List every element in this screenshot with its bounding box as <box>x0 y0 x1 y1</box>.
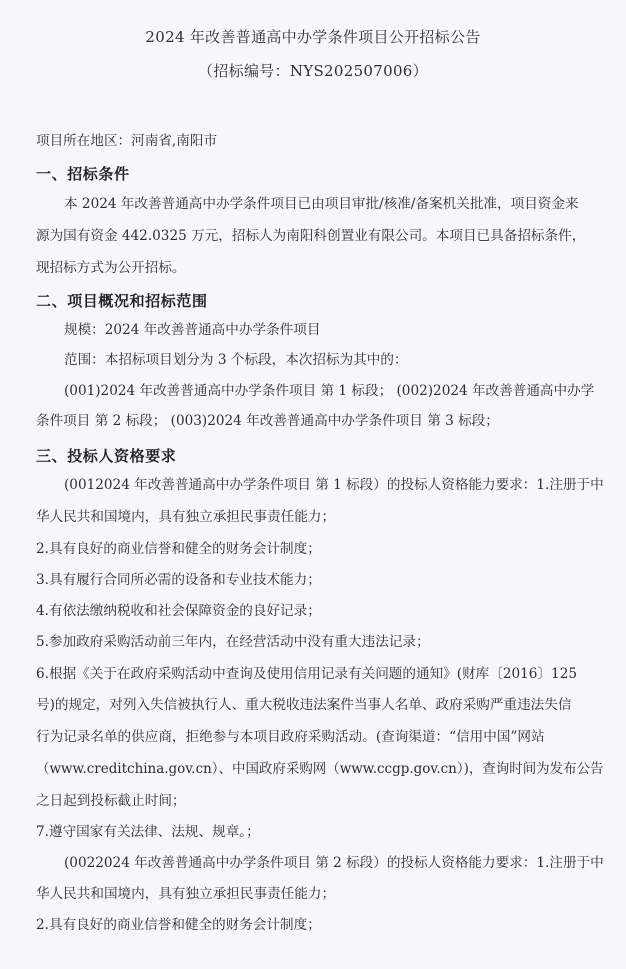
section3-line-14: 华人民共和国境内，具有独立承担民事责任能力； <box>36 886 336 902</box>
section3-line-1: (0012024 年改善普通高中办学条件项目 第 1 标段）的投标人资格能力要求：1.注册于中 <box>64 477 604 493</box>
section1-line-1: 本 2024 年改善普通高中办学条件项目已由项目审批/核准/备案机关批准，项目资金来 <box>64 196 579 212</box>
section3-line-15: 2.具有良好的商业信誉和健全的财务会计制度； <box>36 917 321 933</box>
section3-line-8: 号)的规定，对列入失信被执行人、重大税收违法案件当事人名单、政府采购严重违法失信 <box>36 697 572 713</box>
section2-line-3: (001)2024 年改善普通高中办学条件项目 第 1 标段； (002)2024 年改善普通高中办学 <box>64 383 595 399</box>
section3-line-11: 之日起到投标截止时间； <box>36 793 186 809</box>
section2-line-4: 条件项目 第 2 标段； (003)2024 年改善普通高中办学条件项目 第 3 标段； <box>36 413 499 429</box>
section3-line-6: 5.参加政府采购活动前三年内，在经营活动中没有重大违法记录； <box>36 634 430 650</box>
section1-line-3: 现招标方式为公开招标。 <box>36 260 186 276</box>
section3-line-9: 行为记录名单的供应商，拒绝参与本项目政府采购活动。(查询渠道：“信用中国”网站 <box>36 729 545 745</box>
section1-line-2: 源为国有资金 442.0325 万元，招标人为南阳科创置业有限公司。本项目已具备招标条件， <box>36 228 586 244</box>
section3-line-4: 3.具有履行合同所必需的设备和专业技术能力； <box>36 572 321 588</box>
section3-line-13: (0022024 年改善普通高中办学条件项目 第 2 标段）的投标人资格能力要求：1.注册于中 <box>64 855 604 871</box>
section2-heading: 二、项目概况和招标范围 <box>36 292 208 310</box>
section3-line-3: 2.具有良好的商业信誉和健全的财务会计制度； <box>36 541 321 557</box>
section3-heading: 三、投标人资格要求 <box>36 447 177 465</box>
section2-line-1: 规模：2024 年改善普通高中办学条件项目 <box>64 322 321 338</box>
tender-number: （招标编号：NYS202507006） <box>198 62 428 80</box>
document-title: 2024 年改善普通高中办学条件项目公开招标公告 <box>145 28 481 46</box>
section1-heading: 一、招标条件 <box>36 165 130 183</box>
section3-line-12: 7.遵守国家有关法律、法规、规章。； <box>36 824 260 840</box>
section3-line-7: 6.根据《关于在政府采购活动中查询及使用信用记录有关问题的通知》(财库〔2016〕125 <box>36 666 577 682</box>
section2-line-2: 范围：本招标项目划分为 3 个标段，本次招标为其中的： <box>64 352 408 368</box>
project-location: 项目所在地区：河南省,南阳市 <box>36 133 218 149</box>
section3-line-2: 华人民共和国境内，具有独立承担民事责任能力； <box>36 509 336 525</box>
section3-line-5: 4.有依法缴纳税收和社会保障资金的良好记录； <box>36 603 321 619</box>
section3-line-10: （www.creditchina.gov.cn）、中国政府采购网（www.ccgp.gov.cn）)，查询时间为发布公告 <box>36 761 604 777</box>
